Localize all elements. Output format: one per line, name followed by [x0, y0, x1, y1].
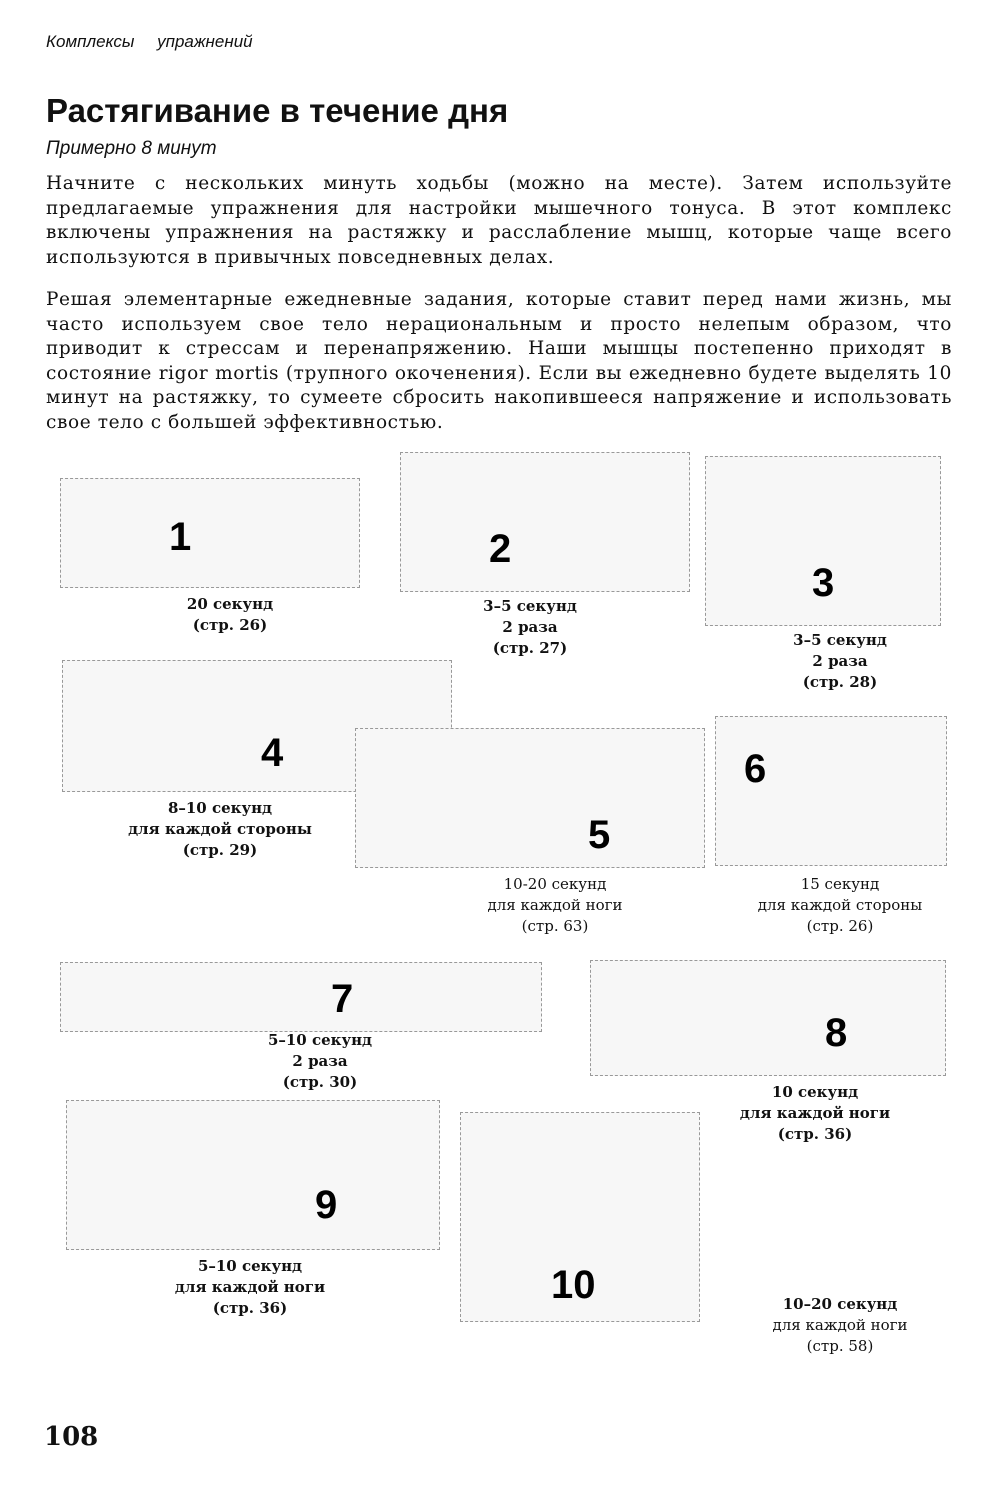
exercise-8-figure — [590, 960, 946, 1076]
caption-line: для каждой стороны — [128, 820, 312, 838]
exercise-number: 9 — [315, 1183, 338, 1227]
exercise-number: 2 — [489, 527, 512, 571]
caption-line: (стр. 36) — [777, 1125, 853, 1143]
exercise-number: 5 — [588, 813, 611, 857]
caption-line: (стр. 26) — [806, 917, 874, 935]
page-title: Растягивание в течение дня — [46, 92, 509, 129]
exercise-number: 4 — [261, 731, 284, 775]
caption-line: 10 секунд — [771, 1083, 859, 1101]
caption-line: 20 секунд — [186, 595, 274, 613]
caption-line: 10–20 секунд — [782, 1295, 898, 1313]
caption-line: 3–5 секунд — [793, 631, 887, 649]
exercise-number: 7 — [331, 977, 354, 1021]
exercise-number: 8 — [825, 1011, 848, 1055]
intro-paragraph: Начните с нескольких минуть ходьбы (можно на месте). Затем используйте предлагаемые упражнения для настройки мышечного тонуса. В этот комплекс включены упражнения на растяжку и расслабление мышц, которые чаще всего используются в привычных повседневных делах. — [46, 173, 952, 268]
exercise-6-caption — [730, 874, 950, 937]
exercise-3-caption — [740, 630, 940, 693]
caption-line: (стр. 29) — [182, 841, 258, 859]
caption-line: для каждой ноги — [487, 896, 623, 914]
exercise-8-caption — [715, 1082, 915, 1145]
caption-line: (стр. 28) — [802, 673, 878, 691]
caption-line: для каждой ноги — [772, 1316, 908, 1334]
exercise-number: 3 — [812, 561, 835, 605]
caption-line: 2 раза — [502, 618, 558, 636]
exercise-2-figure — [400, 452, 690, 592]
caption-line: (стр. 58) — [806, 1337, 874, 1355]
exercise-number: 6 — [744, 747, 767, 791]
exercise-9-figure — [66, 1100, 440, 1250]
body-paragraph: Решая элементарные ежедневные задания, которые ставит перед нами жизнь, мы часто используем свое тело нерациональным и просто нелепым образом, что приводит к стрессам и перенапряжению. Наши мышцы постепенно приходят в состояние rigor mortis (трупного окоченения). Если вы ежедневно будете выделять 10 минут на растяжку, то сумеете сбросить накопившееся напряжение и использовать свое тело с большей эффективностью. — [46, 289, 952, 433]
caption-line: 15 секунд — [800, 875, 880, 893]
exercise-number: 10 — [551, 1263, 596, 1307]
exercise-10-caption — [735, 1294, 945, 1357]
caption-line: (стр. 26) — [192, 616, 268, 634]
caption-line: 5–10 секунд — [197, 1257, 303, 1275]
exercise-number: 1 — [169, 515, 192, 559]
caption-line: для каждой ноги — [739, 1104, 891, 1122]
caption-line: (стр. 30) — [282, 1073, 358, 1091]
caption-line: (стр. 36) — [212, 1299, 288, 1317]
caption-line: 2 раза — [812, 652, 868, 670]
exercise-5-caption — [455, 874, 655, 937]
exercise-1-caption — [130, 594, 330, 636]
page-number: 108 — [44, 1422, 99, 1452]
exercise-3-figure — [705, 456, 941, 626]
caption-line: 3–5 секунд — [483, 597, 577, 615]
caption-line: для каждой стороны — [757, 896, 923, 914]
page-subtitle: Примерно 8 минут — [46, 138, 217, 159]
exercise-5-figure — [355, 728, 705, 868]
exercise-7-figure — [60, 962, 542, 1032]
running-header: Комплексы упражнений — [46, 32, 253, 51]
caption-line: 5–10 секунд — [267, 1031, 373, 1049]
caption-line: 2 раза — [292, 1052, 348, 1070]
caption-line: (стр. 63) — [521, 917, 589, 935]
exercise-4-caption — [110, 798, 330, 861]
caption-line: 10-20 секунд — [503, 875, 607, 893]
exercise-10-figure — [460, 1112, 700, 1322]
exercise-9-caption — [150, 1256, 350, 1319]
exercise-6-figure — [715, 716, 947, 866]
caption-line: (стр. 27) — [492, 639, 568, 657]
exercise-1-figure — [60, 478, 360, 588]
caption-line: для каждой ноги — [174, 1278, 326, 1296]
exercise-2-caption — [430, 596, 630, 659]
caption-line: 8–10 секунд — [167, 799, 273, 817]
exercise-7-caption — [235, 1030, 405, 1093]
